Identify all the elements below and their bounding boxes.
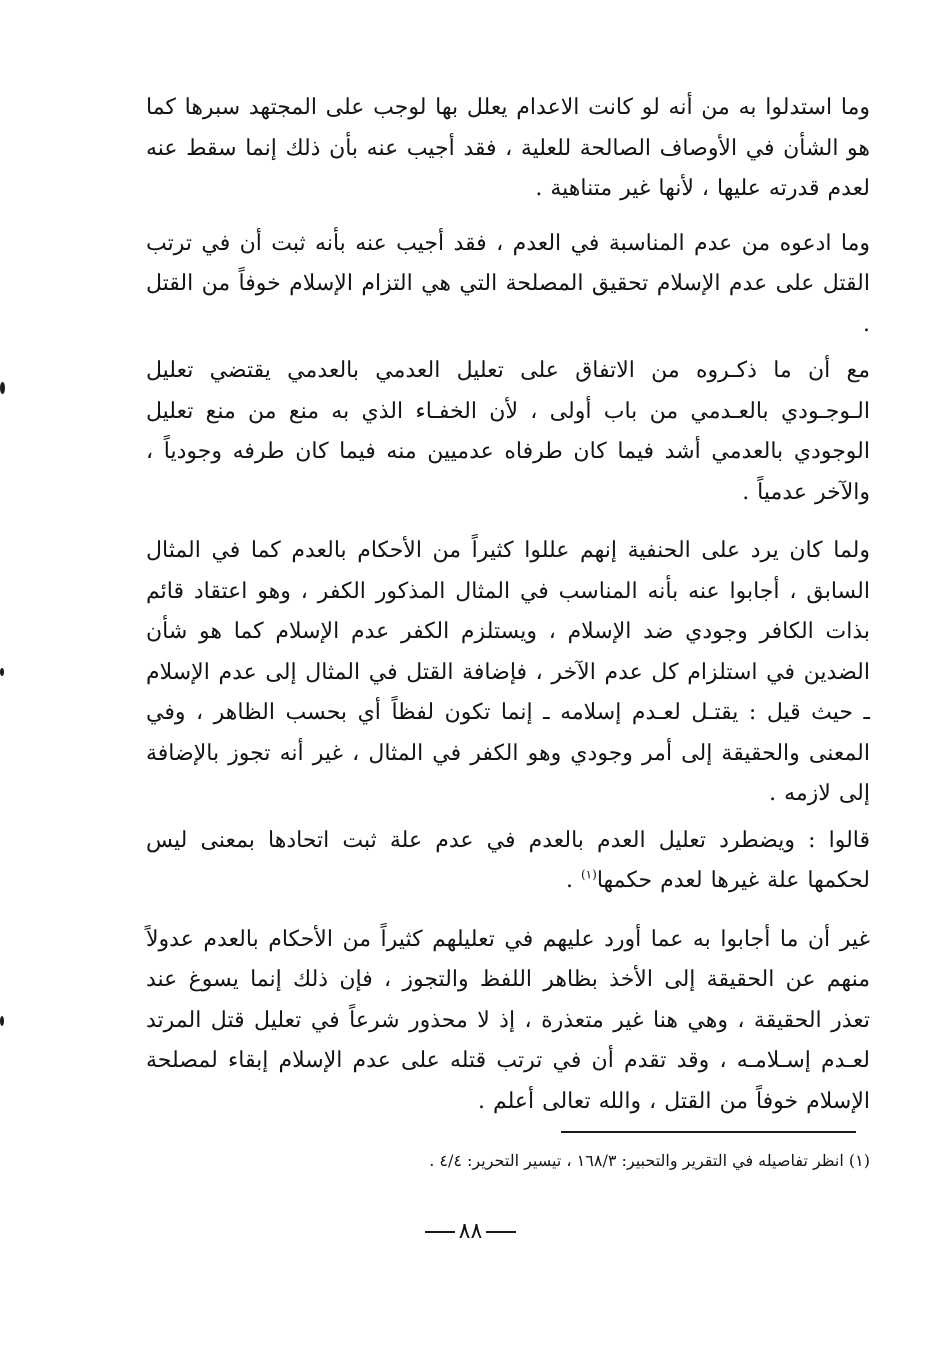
paragraph-1: وما استدلوا به من أنه لو كانت الاعدام يعلل بها لوجب على المجتهد سبرها كما هو الشأن في الأوصاف الصالحة للعلية ، فقد أجيب عنه بأن ذلك إنما سقط عنه لعدم قدرته عليها ، لأنها غير متناهية . [146,95,870,201]
paragraph-3: مع أن ما ذكـروه من الاتفاق على تعليل العدمي بالعدمي يقتضي تعليل الـوجـودي بالعـدمي من باب أولى ، لأن الخفـاء الذي به منع من منع تعليل الوجودي بالعدمي أشد فيما كان طرفاه عدميين منه فيما كان طرفه وجودياً ، والآخر عدمياً . [146,358,870,505]
page-number-dash-left [486,1231,516,1233]
footnote-divider [561,1131,856,1133]
paragraph-4: ولما كان يرد على الحنفية إنهم عللوا كثيراً من الأحكام بالعدم كما في المثال السابق ، أجابوا عنه بأنه المناسب في المثال المذكور الكفر ، وهو اعتقاد قائم بذات الكافر وجودي ضد الإسلام ، ويستلزم الكفر عدم الإسلام كما هو شأن الضدين في استلزام كل عدم الآخر ، فإضافة القتل في المثال إلى عدم الإسلام ـ حيث قيل : يقتـل لعـدم إسلامه ـ إنما تكون لفظاً أي بحسب الظاهر ، وفي المعنى والحقيقة إلى أمر وجودي وهو الكفر في المثال ، غير أنه تجوز بالإضافة إلى لازمه . [146,538,870,806]
paragraph-2: وما ادعوه من عدم المناسبة في العدم ، فقد أجيب عنه بأنه ثبت أن في ترتب القتل على عدم الإسلام تحقيق المصلحة التي هي التزام الإسلام خوفاً من القتل . [146,230,870,337]
paragraph-6: غير أن ما أجابوا به عما أورد عليهم في تعليلهم كثيراً من الأحكام بالعدم عدولاً منهم عن الحقيقة إلى الأخذ بظاهر اللفظ والتجوز ، فإن ذلك إنما يسوغ عند تعذر الحقيقة ، وهي هنا غير متعذرة ، إذ لا محذور شرعاً في تعليل قتل المرتد لعـدم إسـلامـه ، وقد تقدم أن في ترتب قتله على عدم الإسلام إبقاء لمصلحة الإسلام خوفاً من القتل ، والله تعالى أعلم . [146,926,870,1114]
page-number-value: ٨٨ [458,1219,483,1244]
paragraph-5-text: قالوا : ويضطرد تعليل العدم بالعدم في عدم علة ثبت اتحادها بمعنى ليس لحكمها علة غيرها لعدم حكمها [146,827,870,893]
footnote-marker: (١) [580,867,597,882]
scan-edge-mark [0,382,5,394]
scan-edge-mark [0,668,4,676]
paragraph-5-end: . [565,868,581,893]
footnote-text: (١) انظر تفاصيله في التقرير والتحبير: ١٦٨/٣ ، تيسير التحرير: ٤/٤ . [429,1151,870,1170]
page-number [0,1219,941,1244]
scan-edge-mark [0,1016,4,1026]
body-text [146,88,870,1122]
page-number-dash-right [425,1231,455,1233]
paragraph-5 [146,821,870,902]
